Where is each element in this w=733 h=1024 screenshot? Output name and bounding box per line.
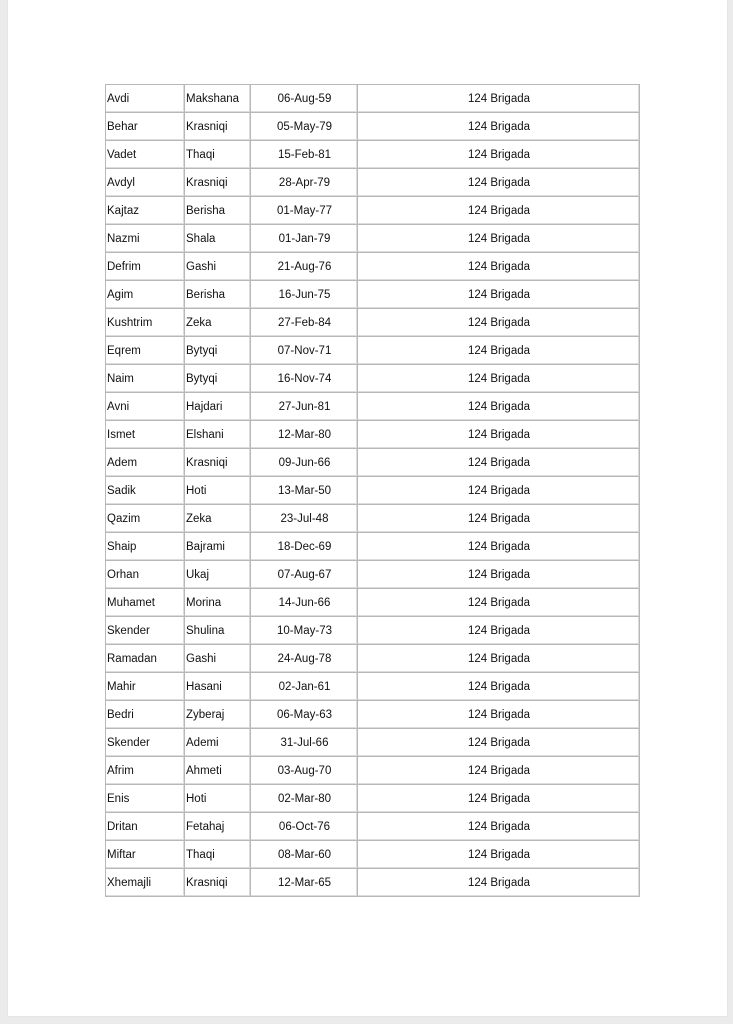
first-name-cell: Sadik (106, 477, 185, 505)
last-name-cell: Fetahaj (185, 813, 251, 841)
roster-table-body (106, 85, 640, 897)
birth-date-cell: 10-May-73 (251, 617, 358, 645)
last-name-cell: Berisha (185, 197, 251, 225)
birth-date-cell: 12-Mar-80 (251, 421, 358, 449)
first-name-cell: Orhan (106, 561, 185, 589)
birth-date-cell: 08-Mar-60 (251, 841, 358, 869)
last-name-cell: Hajdari (185, 393, 251, 421)
first-name-cell: Ismet (106, 421, 185, 449)
first-name-cell: Adem (106, 449, 185, 477)
table-row (106, 421, 640, 449)
last-name-cell: Berisha (185, 281, 251, 309)
unit-cell: 124 Brigada (358, 757, 640, 785)
table-row (106, 561, 640, 589)
table-row (106, 477, 640, 505)
last-name-cell: Hoti (185, 477, 251, 505)
first-name-cell: Kajtaz (106, 197, 185, 225)
last-name-cell: Thaqi (185, 841, 251, 869)
unit-cell: 124 Brigada (358, 477, 640, 505)
birth-date-cell: 27-Feb-84 (251, 309, 358, 337)
unit-cell: 124 Brigada (358, 813, 640, 841)
table-row (106, 365, 640, 393)
birth-date-cell: 01-Jan-79 (251, 225, 358, 253)
first-name-cell: Miftar (106, 841, 185, 869)
unit-cell: 124 Brigada (358, 841, 640, 869)
table-row (106, 113, 640, 141)
unit-cell: 124 Brigada (358, 113, 640, 141)
last-name-cell: Thaqi (185, 141, 251, 169)
birth-date-cell: 15-Feb-81 (251, 141, 358, 169)
first-name-cell: Avni (106, 393, 185, 421)
first-name-cell: Skender (106, 617, 185, 645)
birth-date-cell: 06-Aug-59 (251, 85, 358, 113)
table-row (106, 505, 640, 533)
unit-cell: 124 Brigada (358, 281, 640, 309)
unit-cell: 124 Brigada (358, 393, 640, 421)
table-row (106, 589, 640, 617)
first-name-cell: Vadet (106, 141, 185, 169)
last-name-cell: Gashi (185, 253, 251, 281)
first-name-cell: Behar (106, 113, 185, 141)
birth-date-cell: 21-Aug-76 (251, 253, 358, 281)
birth-date-cell: 02-Jan-61 (251, 673, 358, 701)
table-row (106, 813, 640, 841)
birth-date-cell: 05-May-79 (251, 113, 358, 141)
unit-cell: 124 Brigada (358, 701, 640, 729)
last-name-cell: Krasniqi (185, 869, 251, 897)
table-row (106, 85, 640, 113)
last-name-cell: Gashi (185, 645, 251, 673)
table-row (106, 393, 640, 421)
last-name-cell: Bytyqi (185, 365, 251, 393)
birth-date-cell: 31-Jul-66 (251, 729, 358, 757)
birth-date-cell: 23-Jul-48 (251, 505, 358, 533)
last-name-cell: Krasniqi (185, 113, 251, 141)
unit-cell: 124 Brigada (358, 141, 640, 169)
last-name-cell: Ademi (185, 729, 251, 757)
last-name-cell: Zyberaj (185, 701, 251, 729)
unit-cell: 124 Brigada (358, 197, 640, 225)
table-row (106, 337, 640, 365)
first-name-cell: Eqrem (106, 337, 185, 365)
table-row (106, 169, 640, 197)
last-name-cell: Elshani (185, 421, 251, 449)
first-name-cell: Avdyl (106, 169, 185, 197)
first-name-cell: Bedri (106, 701, 185, 729)
last-name-cell: Shulina (185, 617, 251, 645)
birth-date-cell: 28-Apr-79 (251, 169, 358, 197)
unit-cell: 124 Brigada (358, 785, 640, 813)
first-name-cell: Qazim (106, 505, 185, 533)
first-name-cell: Xhemajli (106, 869, 185, 897)
table-row (106, 673, 640, 701)
unit-cell: 124 Brigada (358, 253, 640, 281)
first-name-cell: Skender (106, 729, 185, 757)
table-row (106, 701, 640, 729)
first-name-cell: Dritan (106, 813, 185, 841)
first-name-cell: Ramadan (106, 645, 185, 673)
last-name-cell: Krasniqi (185, 169, 251, 197)
first-name-cell: Muhamet (106, 589, 185, 617)
unit-cell: 124 Brigada (358, 169, 640, 197)
unit-cell: 124 Brigada (358, 309, 640, 337)
last-name-cell: Krasniqi (185, 449, 251, 477)
unit-cell: 124 Brigada (358, 673, 640, 701)
unit-cell: 124 Brigada (358, 533, 640, 561)
birth-date-cell: 02-Mar-80 (251, 785, 358, 813)
birth-date-cell: 13-Mar-50 (251, 477, 358, 505)
unit-cell: 124 Brigada (358, 365, 640, 393)
unit-cell: 124 Brigada (358, 589, 640, 617)
table-row (106, 757, 640, 785)
last-name-cell: Zeka (185, 505, 251, 533)
birth-date-cell: 24-Aug-78 (251, 645, 358, 673)
first-name-cell: Kushtrim (106, 309, 185, 337)
first-name-cell: Nazmi (106, 225, 185, 253)
birth-date-cell: 03-Aug-70 (251, 757, 358, 785)
table-row (106, 841, 640, 869)
document-page (8, 0, 727, 1016)
unit-cell: 124 Brigada (358, 617, 640, 645)
last-name-cell: Shala (185, 225, 251, 253)
last-name-cell: Hoti (185, 785, 251, 813)
last-name-cell: Makshana (185, 85, 251, 113)
last-name-cell: Hasani (185, 673, 251, 701)
first-name-cell: Naim (106, 365, 185, 393)
table-row (106, 869, 640, 897)
last-name-cell: Morina (185, 589, 251, 617)
table-row (106, 253, 640, 281)
birth-date-cell: 01-May-77 (251, 197, 358, 225)
first-name-cell: Afrim (106, 757, 185, 785)
table-row (106, 449, 640, 477)
birth-date-cell: 06-Oct-76 (251, 813, 358, 841)
table-row (106, 197, 640, 225)
last-name-cell: Ukaj (185, 561, 251, 589)
table-row (106, 645, 640, 673)
table-row (106, 785, 640, 813)
birth-date-cell: 09-Jun-66 (251, 449, 358, 477)
birth-date-cell: 07-Aug-67 (251, 561, 358, 589)
table-row (106, 281, 640, 309)
table-row (106, 225, 640, 253)
table-row (106, 533, 640, 561)
first-name-cell: Mahir (106, 673, 185, 701)
roster-table (105, 84, 640, 897)
first-name-cell: Avdi (106, 85, 185, 113)
table-row (106, 141, 640, 169)
unit-cell: 124 Brigada (358, 869, 640, 897)
unit-cell: 124 Brigada (358, 561, 640, 589)
table-row (106, 729, 640, 757)
birth-date-cell: 06-May-63 (251, 701, 358, 729)
unit-cell: 124 Brigada (358, 729, 640, 757)
first-name-cell: Enis (106, 785, 185, 813)
last-name-cell: Bytyqi (185, 337, 251, 365)
birth-date-cell: 18-Dec-69 (251, 533, 358, 561)
birth-date-cell: 16-Nov-74 (251, 365, 358, 393)
table-row (106, 309, 640, 337)
unit-cell: 124 Brigada (358, 337, 640, 365)
unit-cell: 124 Brigada (358, 645, 640, 673)
first-name-cell: Defrim (106, 253, 185, 281)
table-row (106, 617, 640, 645)
unit-cell: 124 Brigada (358, 225, 640, 253)
birth-date-cell: 14-Jun-66 (251, 589, 358, 617)
birth-date-cell: 12-Mar-65 (251, 869, 358, 897)
birth-date-cell: 07-Nov-71 (251, 337, 358, 365)
unit-cell: 124 Brigada (358, 449, 640, 477)
first-name-cell: Shaip (106, 533, 185, 561)
birth-date-cell: 16-Jun-75 (251, 281, 358, 309)
first-name-cell: Agim (106, 281, 185, 309)
unit-cell: 124 Brigada (358, 421, 640, 449)
last-name-cell: Ahmeti (185, 757, 251, 785)
unit-cell: 124 Brigada (358, 505, 640, 533)
last-name-cell: Zeka (185, 309, 251, 337)
birth-date-cell: 27-Jun-81 (251, 393, 358, 421)
last-name-cell: Bajrami (185, 533, 251, 561)
unit-cell: 124 Brigada (358, 85, 640, 113)
